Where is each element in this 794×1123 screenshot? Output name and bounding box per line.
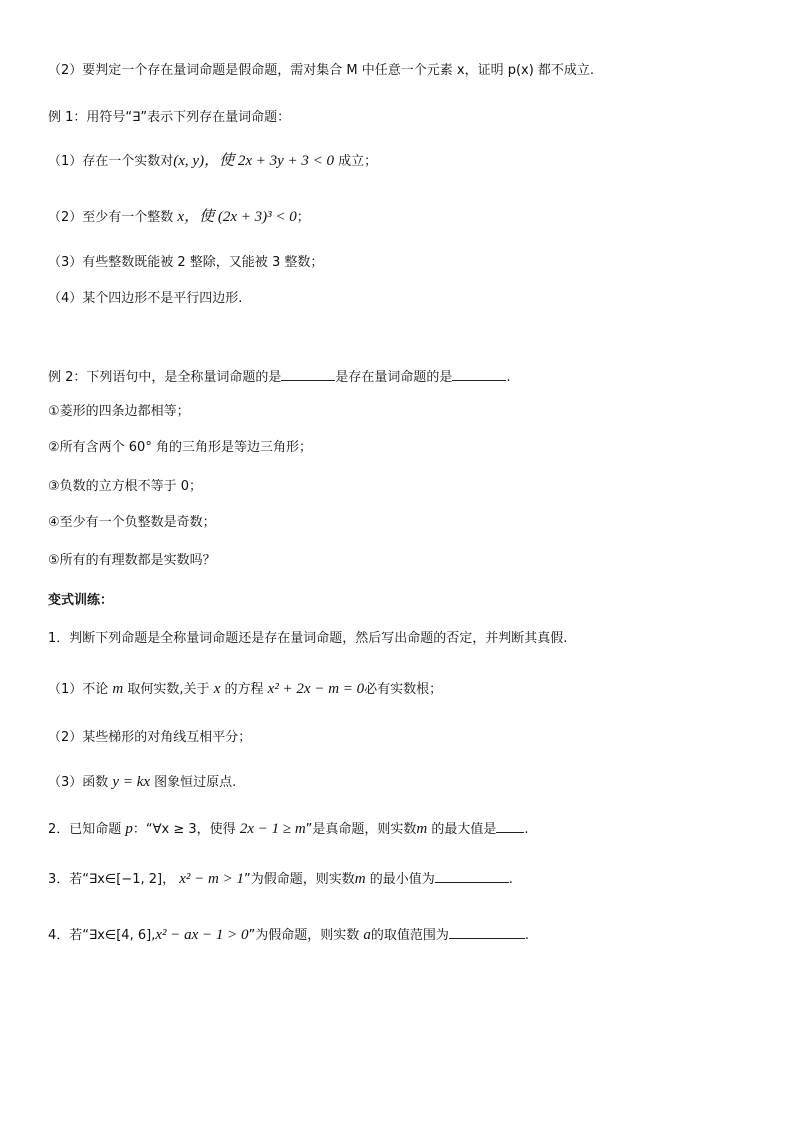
text: 4．若“∃x∈[4, 6], [48,928,156,943]
example1-title: 例 1：用符号“∃”表示下列存在量词命题： [48,110,291,125]
text: ：“∀x ≥ 3，使得 [132,822,236,837]
math: p [125,821,133,837]
math: x，使 (2x + 3)³ < 0 [177,209,297,225]
title-text: . [506,370,511,385]
item-text: （1）存在一个实数对 [48,154,174,169]
math: 2x − 1 ≥ m [239,821,306,837]
answer-blank[interactable] [452,367,506,381]
example2-item: ③负数的立方根不等于 0； [48,479,203,494]
text: 图象恒过原点. [154,775,237,790]
example1-item-3: （3）有些整数既能被 2 整除，又能被 3 整数； [48,255,324,270]
example2-item: ④至少有一个负整数是奇数； [48,515,216,530]
answer-blank[interactable] [435,869,509,883]
intro-text: （2）要判定一个存在量词命题是假命题，需对集合 M 中任意一个元素 x，证明 p(x) 都不成立. [48,63,595,78]
text: 的最大值是 [431,822,497,837]
text: 的取值范围为 [370,928,449,943]
title-text: 例 2：下列语句中，是全称量词命题的是 [48,370,282,385]
example2-item: ①菱形的四条边都相等； [48,404,190,419]
text: 的方程 [224,682,264,697]
math: x² − m > 1 [179,871,244,887]
text: 3．若“∃x∈[−1, 2]， [48,872,176,887]
answer-blank[interactable] [449,925,525,939]
text: 的最小值为 [369,872,435,887]
example1-item-4: （4）某个四边形不是平行四边形. [48,291,243,306]
text: （1）不论 [48,682,109,697]
answer-blank[interactable] [496,819,524,833]
math: y = kx [112,774,151,790]
text: ”为假命题，则实数 [248,928,360,943]
question-1-sub-1 [48,680,442,699]
math: m [416,821,428,837]
math: (x, y)，使 2x + 3y + 3 < 0 [173,153,335,169]
text: ”为假命题，则实数 [243,872,355,887]
question-1-sub-3 [48,773,236,792]
text: 取何实数,关于 [127,682,210,697]
text: （3）函数 [48,775,109,790]
text: ”是真命题，则实数 [305,822,417,837]
math: x² + 2x − m = 0 [267,681,365,697]
question-1: 1．判断下列命题是全称量词命题还是存在量词命题，然后写出命题的否定，并判断其真假. [48,631,568,646]
item-text: ； [296,210,310,225]
text: 必有实数根； [364,682,443,697]
question-1-sub-2: （2）某些梯形的对角线互相平分； [48,730,252,745]
text: 2．已知命题 [48,822,122,837]
text: . [524,822,529,837]
math: x [213,681,221,697]
math: a [363,927,371,943]
title-text: 是存在量词命题的是 [335,370,453,385]
example2-item: ⑤所有的有理数都是实数吗？ [48,553,216,568]
math: x² − ax − 1 > 0 [155,927,249,943]
example1-item-1 [48,152,377,171]
example2-item: ②所有含两个 60° 角的三角形是等边三角形； [48,440,312,455]
example1-item-2 [48,208,310,227]
question-3 [48,869,513,889]
example2-title [48,367,511,387]
question-4 [48,925,529,945]
question-2 [48,819,529,839]
math: m [354,871,366,887]
practice-heading: 变式训练： [48,593,114,608]
item-text: （2）至少有一个整数 [48,210,174,225]
text: . [524,928,530,943]
math: m [112,681,124,697]
item-text: 成立； [334,154,378,169]
text: . [508,872,513,887]
answer-blank[interactable] [281,367,335,381]
